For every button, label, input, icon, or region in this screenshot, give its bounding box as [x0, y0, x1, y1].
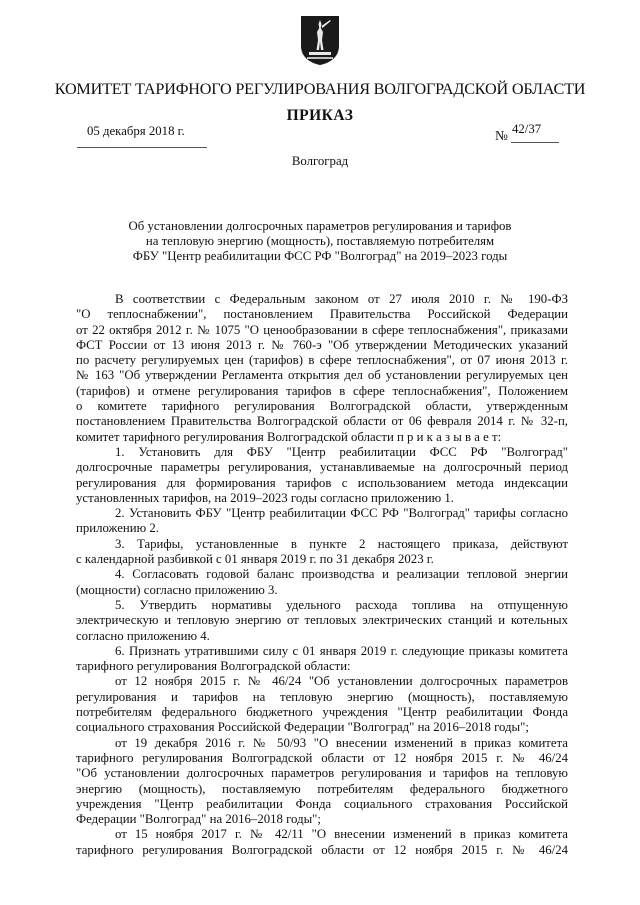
body-line: от 19 декабря 2016 г. № 50/93 "О внесении изменений в приказ комитета — [115, 735, 568, 750]
body-line: потребителям федерального бюджетного учреждения "Центр реабилитации Фонда — [76, 705, 568, 720]
order-date: 05 декабря 2018 г. — [87, 124, 185, 138]
volgograd-coat-of-arms-icon — [299, 14, 341, 66]
body-line: социального страхования Российской Федерации "Волгоград" на 2016–2018 годы"; — [76, 720, 529, 735]
body-line: энергию (мощность), поставляемую потребителям федерального бюджетного — [76, 781, 568, 796]
date-underline — [77, 147, 207, 148]
body-line: (мощности) согласно приложению 3. — [76, 582, 278, 597]
body-line: 3. Тарифы, установленные в пункте 2 настоящего приказа, действуют — [115, 536, 568, 551]
order-title: ПРИКАЗ — [286, 107, 354, 124]
body-line: от 22 октября 2012 г. № 1075 "О ценообразовании в сфере теплоснабжения", приказами — [76, 322, 568, 337]
body-line: комитет тарифного регулирования Волгоградской области п р и к а з ы в а е т: — [76, 429, 502, 444]
body-line: по расчету регулируемых цен (тарифов) в сфере теплоснабжения", от 07 июня 2013 г. — [76, 353, 568, 368]
body-line: тарифного регулирования Волгоградской области от 12 ноября 2015 г. № 46/24 — [76, 750, 568, 765]
body-line: 1. Установить для ФБУ "Центр реабилитации ФСС РФ "Волгоград" — [115, 444, 568, 459]
subject-line: Об установлении долгосрочных параметров регулирования и тарифов — [128, 219, 512, 233]
body-line: установленных тарифов, на 2019–2023 годы согласно приложению 1. — [76, 490, 455, 505]
body-line: учреждения "Центр реабилитации Фонда социального страхования Российской — [76, 796, 568, 811]
body-line: долгосрочные параметры регулирования, устанавливаемые на долгосрочный период — [76, 460, 568, 475]
body-line: постановлением Правительства Волгоградской области от 06 февраля 2014 г. № 32-п, — [76, 414, 568, 429]
body-line: тарифного регулирования Волгоградской области от 12 ноября 2015 г. № 46/24 — [76, 842, 568, 857]
body-line: о комитете тарифного регулирования Волгоградской области, утвержденным — [76, 399, 568, 414]
body-line: от 12 ноября 2015 г. № 46/24 "Об установлении долгосрочных параметров — [115, 674, 568, 689]
body-line: "О теплоснабжении", постановлением Правительства Российской Федерации — [76, 307, 568, 322]
body-line: тарифного регулирования Волгоградской области: — [76, 659, 351, 674]
order-subject — [90, 219, 550, 263]
body-line: регулирования и тарифов на тепловую энергию (мощность), поставляемую — [76, 689, 568, 704]
order-number-label: № — [495, 128, 508, 143]
body-line: (тарифов) и отмене регулирования тарифов в сфере теплоснабжения", Положением — [76, 383, 568, 398]
body-line: электрическую и тепловую энергию от тепловых электрических станций и котельных — [76, 613, 568, 628]
body-line: 6. Признать утратившими силу с 01 января 2019 г. следующие приказы комитета — [115, 643, 568, 658]
body-line: 2. Установить ФБУ "Центр реабилитации ФСС РФ "Волгоград" тарифы согласно — [115, 506, 568, 521]
body-line: № 163 "Об утверждении Регламента открытия дел об установлении регулируемых цен — [76, 368, 568, 383]
body-line: приложению 2. — [76, 521, 159, 536]
subject-line: на тепловую энергию (мощность), поставляемую потребителям — [145, 233, 495, 248]
number-underline — [511, 142, 559, 143]
order-body — [76, 292, 568, 858]
body-line: "Об установлении долгосрочных параметров регулирования и тарифов на тепловую — [76, 766, 568, 781]
body-line: 4. Согласовать годовой баланс производства и реализации тепловой энергии — [115, 567, 568, 582]
city: Волгоград — [291, 154, 349, 168]
body-line: ФСТ России от 13 июня 2013 г. № 760-э "Об утверждении Методических указаний — [76, 337, 568, 352]
body-line: 5. Утвердить нормативы удельного расхода топлива на отпущенную — [115, 597, 568, 612]
body-line: от 15 ноября 2017 г. № 42/11 "О внесении изменений в приказ комитета — [115, 827, 568, 842]
order-number: 42/37 — [512, 122, 542, 136]
body-line: регулирования для формирования тарифов с использованием метода индексации — [76, 475, 568, 490]
subject-line: ФБУ "Центр реабилитации ФСС РФ "Волгоград" на 2019–2023 годы — [132, 248, 508, 263]
committee-name: КОМИТЕТ ТАРИФНОГО РЕГУЛИРОВАНИЯ ВОЛГОГРАДСКОЙ ОБЛАСТИ — [54, 80, 586, 98]
body-line: В соответствии с Федеральным законом от 27 июля 2010 г. № 190-ФЗ — [115, 292, 568, 306]
body-line: Федерации "Волгоград" на 2016–2018 годы"; — [76, 812, 321, 827]
body-line: согласно приложению 4. — [76, 628, 210, 643]
body-line: с календарной разбивкой с 01 января 2019 г. по 31 декабря 2023 г. — [76, 552, 434, 567]
